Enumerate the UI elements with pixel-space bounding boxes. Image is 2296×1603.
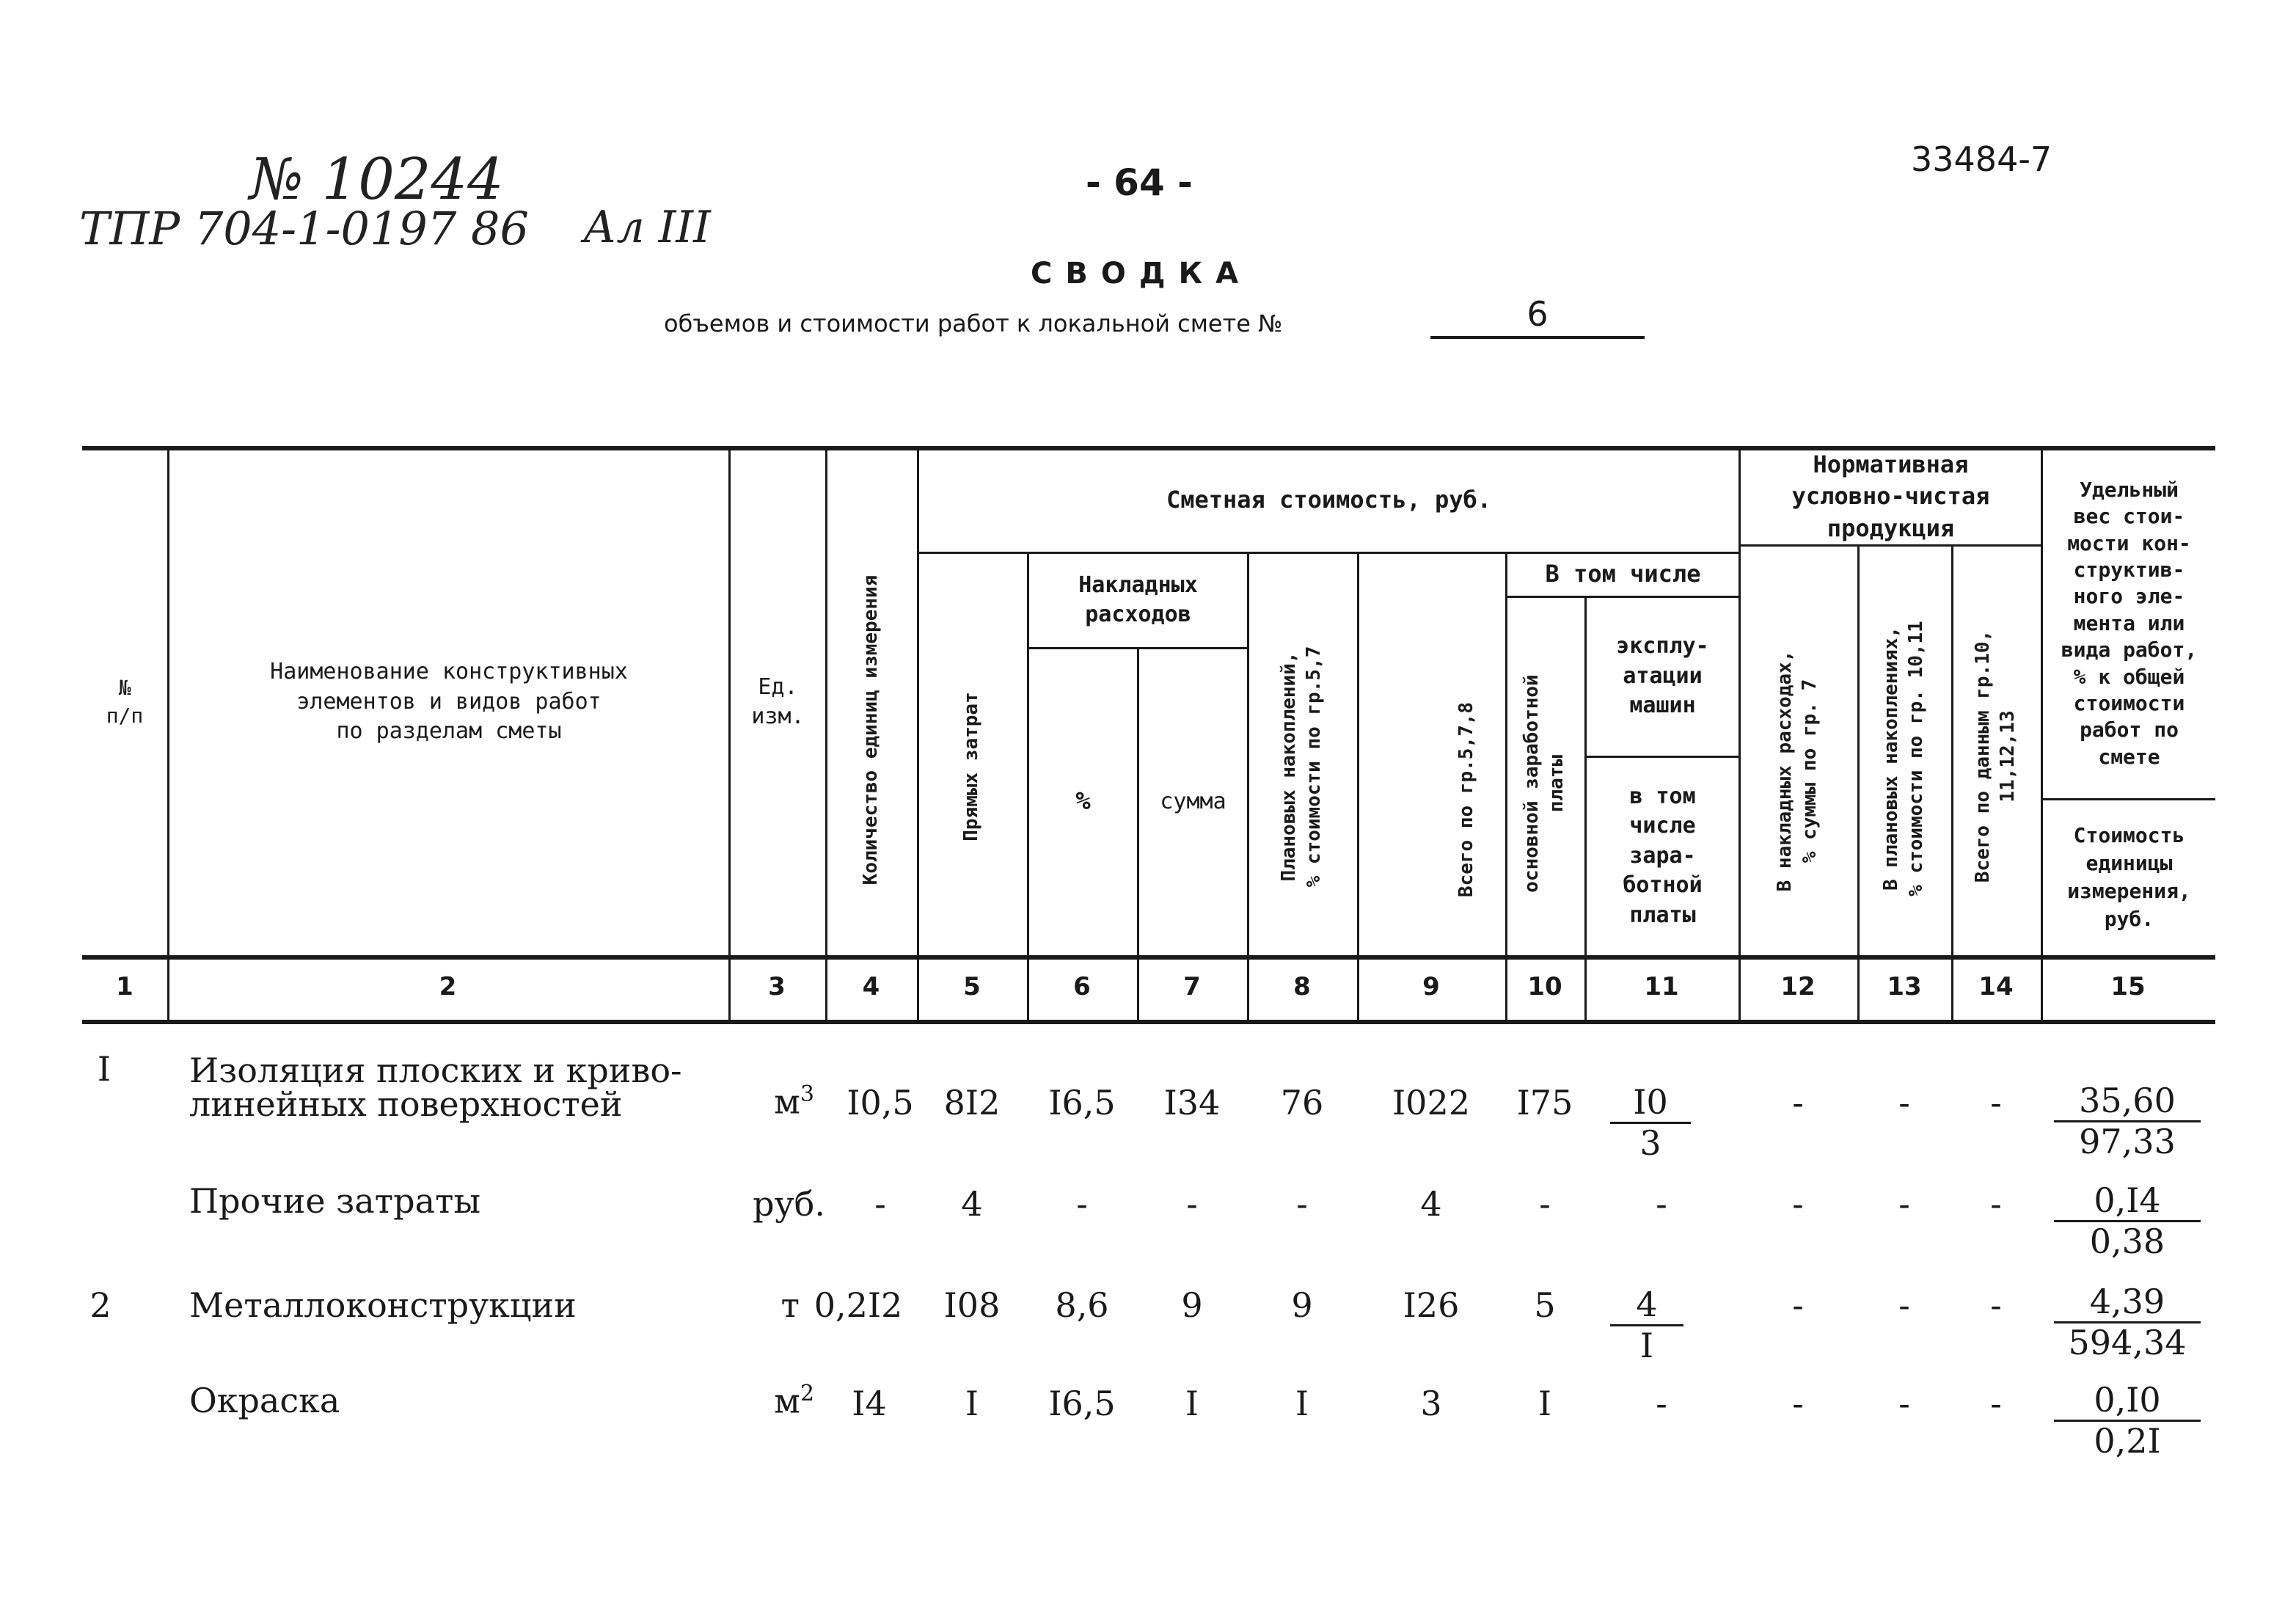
row-qty: - <box>874 1184 886 1224</box>
column-number: 11 <box>1644 972 1679 1001</box>
col-divider <box>825 449 827 1020</box>
document-subtitle: объемов и стоимости работ к локальной смете № <box>664 310 1283 337</box>
row-machine <box>1610 1083 1691 1163</box>
row-unit-cost-value: 0,38 <box>2089 1221 2165 1261</box>
row-direct: 8I2 <box>943 1083 1001 1122</box>
row-norm-total: - <box>1990 1384 2002 1423</box>
row-unit-cost-value: 0,2I <box>2094 1420 2161 1461</box>
row-norm-planned: - <box>1898 1184 1910 1224</box>
column-number: 2 <box>439 972 457 1001</box>
row-unit: руб. <box>753 1184 825 1224</box>
row-base-wage: 5 <box>1534 1285 1556 1325</box>
header-cost-group: Сметная стоимость, руб. <box>1166 486 1492 514</box>
header-qty: Количество единиц измерения <box>860 574 882 886</box>
row-overhead-sum: I <box>1185 1384 1199 1423</box>
row-share <box>2054 1282 2201 1362</box>
row-norm-overhead: - <box>1792 1285 1804 1325</box>
header-planned: Плановых накоплений, % стоимости по гр.5,7 <box>1278 646 1325 888</box>
col-divider <box>1357 553 1359 1020</box>
header-norm-planned: В плановых накоплениях, % стоимости по гр. 10,11 <box>1880 621 1927 897</box>
row-overhead-pct: I6,5 <box>1048 1384 1116 1423</box>
row-norm-overhead: - <box>1792 1384 1804 1423</box>
header-base-wage: основной заработной платы <box>1521 674 1568 893</box>
row-share-value: 35,60 <box>2054 1081 2201 1122</box>
row-name: Изоляция плоских и криво- линейных поверхностей <box>189 1051 682 1124</box>
header-machine: эксплу- атации машин <box>1616 633 1709 719</box>
row-norm-total: - <box>1990 1184 2002 1224</box>
row-overhead-pct: - <box>1076 1184 1088 1224</box>
row-machine-bot: I <box>1639 1325 1654 1365</box>
row-overhead-sum: I34 <box>1163 1083 1221 1122</box>
row-unit: т <box>780 1285 800 1325</box>
row-machine-top: 4 <box>1610 1285 1683 1326</box>
column-number: 15 <box>2110 972 2146 1001</box>
row-unit-cost-value: 594,34 <box>2068 1322 2187 1362</box>
column-number: 9 <box>1422 972 1440 1001</box>
row-share <box>2054 1381 2201 1461</box>
row-machine: - <box>1656 1384 1667 1423</box>
handwritten-sheet-label: Ал III <box>583 202 711 253</box>
row-direct: 4 <box>961 1184 983 1224</box>
header-norm-overhead: В накладных расходах, % суммы по гр. 7 <box>1774 650 1821 892</box>
header-name: Наименование конструктивных элементов и видов работ по разделам сметы <box>270 659 628 745</box>
header-num: № п/п <box>106 676 144 728</box>
row-base-wage: - <box>1539 1184 1551 1224</box>
row-base-wage: I <box>1538 1384 1552 1423</box>
row-name: Металлоконструкции <box>189 1285 577 1325</box>
header-incl-group: В том числе <box>1545 560 1701 588</box>
row-norm-total: - <box>1990 1083 2002 1122</box>
row-norm-planned: - <box>1898 1285 1910 1325</box>
handwritten-stamp-number: № 10244 <box>249 147 504 213</box>
row-base-wage: I75 <box>1516 1083 1573 1122</box>
row-qty: I0,5 <box>847 1083 914 1122</box>
column-number: 12 <box>1780 972 1816 1001</box>
row-machine <box>1610 1285 1683 1365</box>
row-machine-top: I0 <box>1610 1083 1691 1124</box>
column-number: 4 <box>862 972 880 1001</box>
column-number: 8 <box>1293 972 1311 1001</box>
row-norm-planned: - <box>1898 1083 1910 1122</box>
row-share <box>2054 1181 2201 1261</box>
column-number: 7 <box>1183 972 1201 1001</box>
row-direct: I <box>965 1384 979 1423</box>
row-planned: 9 <box>1291 1285 1313 1325</box>
row-direct: I08 <box>943 1285 1001 1325</box>
row-share <box>2054 1081 2201 1161</box>
header-norm-total: Всего по данным гр.10, 11,12,13 <box>1972 629 2019 883</box>
handwritten-document-code: ТПР 704-1-0197 86 <box>79 202 529 255</box>
column-number: 6 <box>1073 972 1091 1001</box>
document-title: СВОДКА <box>1031 257 1252 291</box>
header-unit: Ед. изм. <box>751 673 805 729</box>
row-num: 2 <box>89 1285 111 1325</box>
document-number: 33484-7 <box>1911 139 2052 179</box>
column-number: 3 <box>768 972 786 1001</box>
row-qty: I4 <box>852 1384 887 1423</box>
row-total: I022 <box>1392 1083 1470 1122</box>
row-qty: 0,2I2 <box>814 1285 903 1325</box>
row-share-value: 0,I4 <box>2054 1181 2201 1222</box>
row-total: 3 <box>1420 1384 1442 1423</box>
page-number: - 64 - <box>1086 161 1193 204</box>
column-numbers-bottom-border <box>82 1020 2215 1024</box>
row-norm-overhead: - <box>1792 1083 1804 1122</box>
header-direct: Прямых затрат <box>960 692 983 841</box>
row-unit: $м^2$ <box>774 1381 814 1421</box>
row-norm-total: - <box>1990 1285 2002 1325</box>
header-machine-wage: в том числе зара- ботной платы <box>1623 783 1703 928</box>
row-name: Прочие затраты <box>189 1181 481 1221</box>
row-num: I <box>97 1049 111 1089</box>
row-share-value: 0,I0 <box>2054 1381 2201 1422</box>
row-overhead-pct: I6,5 <box>1048 1083 1116 1122</box>
column-number: 5 <box>963 972 981 1001</box>
header-total: Всего по гр.5,7,8 <box>1455 701 1478 898</box>
row-overhead-sum: - <box>1186 1184 1198 1224</box>
row-total: I26 <box>1403 1285 1460 1325</box>
header-overhead-group: Накладных расходов <box>1078 572 1198 627</box>
row-unit: $м^3$ <box>774 1081 814 1122</box>
normative-group-divider <box>1739 544 2041 547</box>
row-norm-overhead: - <box>1792 1184 1804 1224</box>
header-share: Удельный вес стои- мости кон- структив- ного эле- мента или вида работ, % к общей стоимости работ по смете <box>2061 477 2198 769</box>
estimate-number-field: 6 <box>1430 292 1645 339</box>
column-number: 10 <box>1527 972 1562 1001</box>
row-planned: - <box>1296 1184 1308 1224</box>
header-overhead-sum: сумма <box>1160 788 1226 814</box>
row-name: Окраска <box>189 1381 340 1420</box>
header-bottom-border <box>82 955 2215 960</box>
header-unit-cost: Стоимость единицы измерения, руб. <box>2067 823 2191 931</box>
row-overhead-pct: 8,6 <box>1055 1285 1109 1325</box>
header-overhead-pct: % <box>1075 786 1091 817</box>
row-unit-cost-value: 97,33 <box>2079 1121 2176 1161</box>
row-planned: 76 <box>1280 1083 1324 1122</box>
row-share-value: 4,39 <box>2054 1282 2201 1323</box>
row-overhead-sum: 9 <box>1181 1285 1203 1325</box>
row-machine-bot: 3 <box>1639 1122 1661 1163</box>
column-number: 1 <box>116 972 134 1001</box>
header-normative-group: Нормативная условно-чистая продукция <box>1791 450 1990 542</box>
row-total: 4 <box>1420 1184 1442 1224</box>
row-norm-planned: - <box>1898 1384 1910 1423</box>
column-number: 14 <box>1978 972 2014 1001</box>
row-machine: - <box>1656 1184 1667 1224</box>
column-number: 13 <box>1887 972 1922 1001</box>
row-planned: I <box>1295 1384 1309 1423</box>
